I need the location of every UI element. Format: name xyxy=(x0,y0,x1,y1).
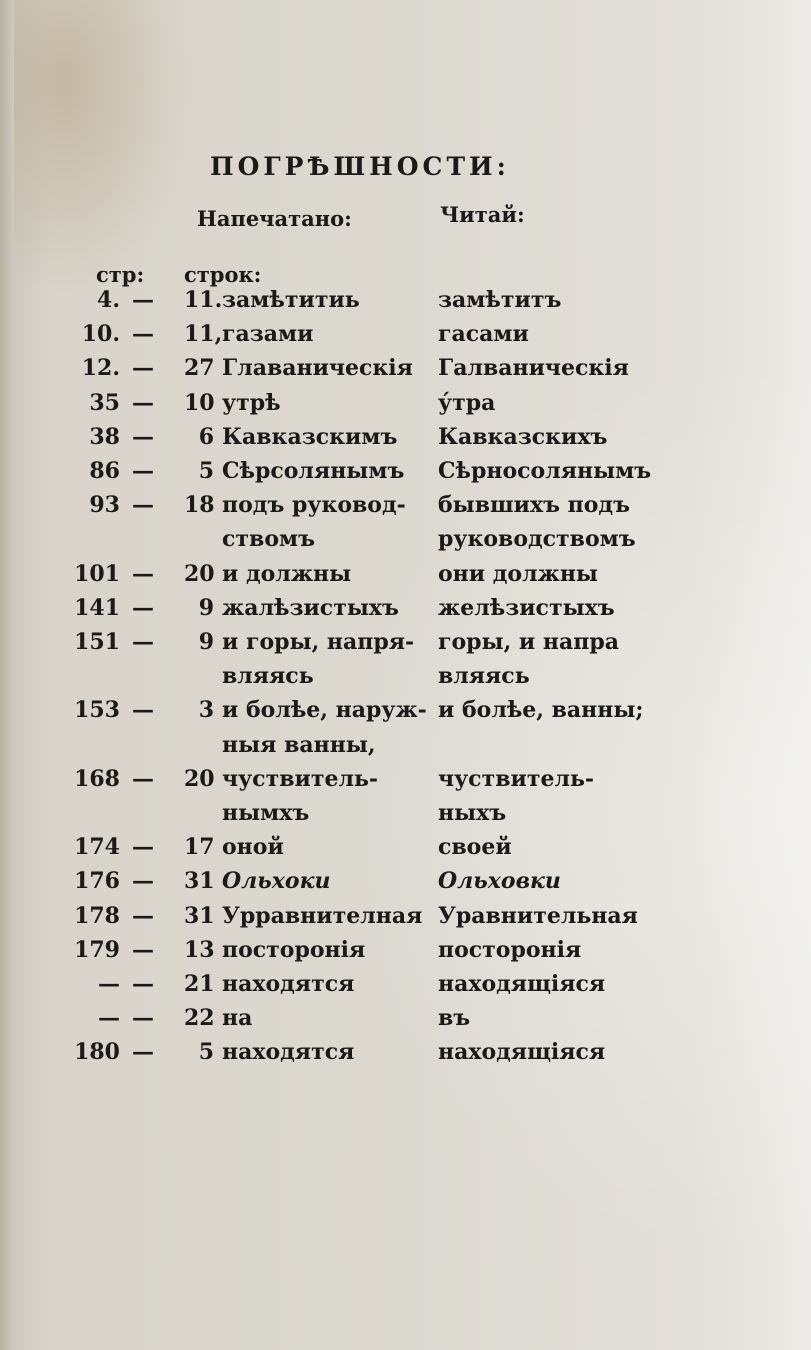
page-number: 12. xyxy=(81,355,120,382)
dash-separator: — xyxy=(132,629,154,655)
page-number: 38 xyxy=(89,423,120,450)
errata-row xyxy=(0,831,811,863)
corrected-text: Уравнительная xyxy=(438,902,638,929)
corrected-text: Галваническія xyxy=(438,355,629,382)
page-number: 4. xyxy=(97,287,120,313)
corrected-text: въ xyxy=(438,1005,471,1032)
printed-text: и должны xyxy=(222,560,352,587)
page-number: 10. xyxy=(81,321,120,348)
errata-row xyxy=(0,934,811,966)
printed-text: подъ руковод- xyxy=(222,492,406,519)
line-number: 6 xyxy=(198,423,214,450)
corrected-text: у́тра xyxy=(438,389,496,416)
line-number: 17 xyxy=(184,834,215,861)
printed-text: газами xyxy=(222,321,314,348)
dash-separator: — xyxy=(132,287,154,313)
dash-separator: — xyxy=(132,423,154,450)
dash-separator: — xyxy=(132,458,154,484)
corrected-text: Кавказскихъ xyxy=(438,423,608,450)
line-number: 18 xyxy=(184,492,215,519)
printed-text: Урравнителная xyxy=(222,902,423,929)
errata-row xyxy=(0,1002,811,1034)
dash-separator: — xyxy=(132,971,154,997)
corrected-text: они должны xyxy=(438,560,598,587)
errata-row xyxy=(0,455,811,487)
corrected-text: желѣзистыхъ xyxy=(438,594,615,621)
page-number: — xyxy=(98,1005,120,1032)
printed-text: Ольхоки xyxy=(222,868,331,895)
errata-row xyxy=(0,352,811,384)
printed-text: на xyxy=(222,1005,253,1032)
line-number: 20 xyxy=(184,560,215,587)
printed-text: ствомъ xyxy=(222,526,315,553)
dash-separator: — xyxy=(132,1039,154,1066)
page-number: 179 xyxy=(74,936,120,963)
corrected-text: и болѣе, ванны; xyxy=(438,697,644,724)
errata-row xyxy=(0,523,811,555)
corrected-text: посторонія xyxy=(438,936,582,963)
line-number: 11, xyxy=(184,321,223,348)
printed-text: находятся xyxy=(222,971,355,997)
corrected-text: Ольховки xyxy=(438,868,561,895)
line-number: 27 xyxy=(184,355,215,382)
page-number: 168 xyxy=(74,765,120,792)
printed-text: чуствитель- xyxy=(222,765,379,792)
line-number: 3 xyxy=(198,697,214,724)
dash-separator: — xyxy=(132,902,154,929)
corrected-text: своей xyxy=(438,834,512,861)
errata-row xyxy=(0,797,811,829)
page-number: 86 xyxy=(89,458,120,484)
printed-text: находятся xyxy=(222,1039,355,1066)
errata-row xyxy=(0,660,811,692)
errata-row xyxy=(0,284,811,316)
page-number: 178 xyxy=(74,902,120,929)
errata-row xyxy=(0,1036,811,1068)
line-number: 21 xyxy=(184,971,215,997)
printed-column-header: Напечатано: xyxy=(197,206,352,231)
dash-separator: — xyxy=(132,560,154,587)
errata-row xyxy=(0,968,811,1000)
dash-separator: — xyxy=(132,389,154,416)
dash-separator: — xyxy=(132,936,154,963)
errata-row xyxy=(0,558,811,590)
corrected-text: замѣтитъ xyxy=(438,287,562,313)
corrected-text: вляясь xyxy=(438,663,530,690)
printed-text: утрѣ xyxy=(222,389,281,416)
line-number: 13 xyxy=(184,936,215,963)
errata-row xyxy=(0,318,811,350)
page-number: — xyxy=(98,971,120,997)
dash-separator: — xyxy=(132,355,154,382)
line-number: 5 xyxy=(198,1039,214,1066)
line-number: 5 xyxy=(198,458,214,484)
line-number: 10 xyxy=(184,389,215,416)
line-subheader: строк: xyxy=(184,262,262,287)
page-number: 180 xyxy=(74,1039,120,1066)
read-column-header: Читай: xyxy=(440,202,525,227)
page-number: 141 xyxy=(74,594,120,621)
printed-text: посторонія xyxy=(222,936,366,963)
printed-text: Главаническія xyxy=(222,355,413,382)
errata-title: ПОГРѢШНОСТИ: xyxy=(210,152,510,181)
corrected-text: гасами xyxy=(438,321,529,348)
printed-text: Кавказскимъ xyxy=(222,423,398,450)
dash-separator: — xyxy=(132,697,154,724)
errata-row xyxy=(0,387,811,419)
printed-text: нымхъ xyxy=(222,800,310,826)
printed-text: вляясь xyxy=(222,663,314,690)
errata-row xyxy=(0,729,811,761)
dash-separator: — xyxy=(132,1005,154,1032)
page-number: 35 xyxy=(89,389,120,416)
printed-text: оной xyxy=(222,834,284,861)
corrected-text: Сѣрносолянымъ xyxy=(438,458,652,484)
page-number: 176 xyxy=(74,868,120,895)
errata-row xyxy=(0,865,811,897)
printed-text: жалѣзистыхъ xyxy=(222,594,399,621)
errata-row xyxy=(0,489,811,521)
page-subheader: стр: xyxy=(96,262,145,287)
corrected-text: ныхъ xyxy=(438,800,507,826)
dash-separator: — xyxy=(132,492,154,519)
dash-separator: — xyxy=(132,834,154,861)
errata-row xyxy=(0,626,811,658)
printed-text: замѣтитиь xyxy=(222,287,360,313)
line-number: 22 xyxy=(184,1005,215,1032)
line-number: 9 xyxy=(198,594,214,621)
dash-separator: — xyxy=(132,321,154,348)
corrected-text: бывшихъ подъ xyxy=(438,492,630,519)
errata-row xyxy=(0,592,811,624)
page-number: 93 xyxy=(89,492,120,519)
errata-row xyxy=(0,763,811,795)
errata-row xyxy=(0,421,811,453)
printed-text: ныя ванны, xyxy=(222,731,376,758)
corrected-text: находящіяся xyxy=(438,1039,606,1066)
corrected-text: чуствитель- xyxy=(438,765,595,792)
dash-separator: — xyxy=(132,594,154,621)
line-number: 31 xyxy=(184,902,215,929)
dash-separator: — xyxy=(132,765,154,792)
page-number: 151 xyxy=(74,629,120,655)
page-number: 153 xyxy=(74,697,120,724)
line-number: 9 xyxy=(198,629,214,655)
errata-row xyxy=(0,694,811,726)
line-number: 31 xyxy=(184,868,215,895)
errata-row xyxy=(0,900,811,932)
page-number: 174 xyxy=(74,834,120,861)
corrected-text: руководствомъ xyxy=(438,526,636,553)
line-number: 11. xyxy=(184,287,223,313)
line-number: 20 xyxy=(184,765,215,792)
dash-separator: — xyxy=(132,868,154,895)
printed-text: Сѣрсолянымъ xyxy=(222,458,405,484)
printed-text: и горы, напря- xyxy=(222,629,415,655)
corrected-text: горы, и напра xyxy=(438,629,619,655)
printed-text: и болѣе, наруж- xyxy=(222,697,427,724)
page-number: 101 xyxy=(74,560,120,587)
corrected-text: находящіяся xyxy=(438,971,606,997)
